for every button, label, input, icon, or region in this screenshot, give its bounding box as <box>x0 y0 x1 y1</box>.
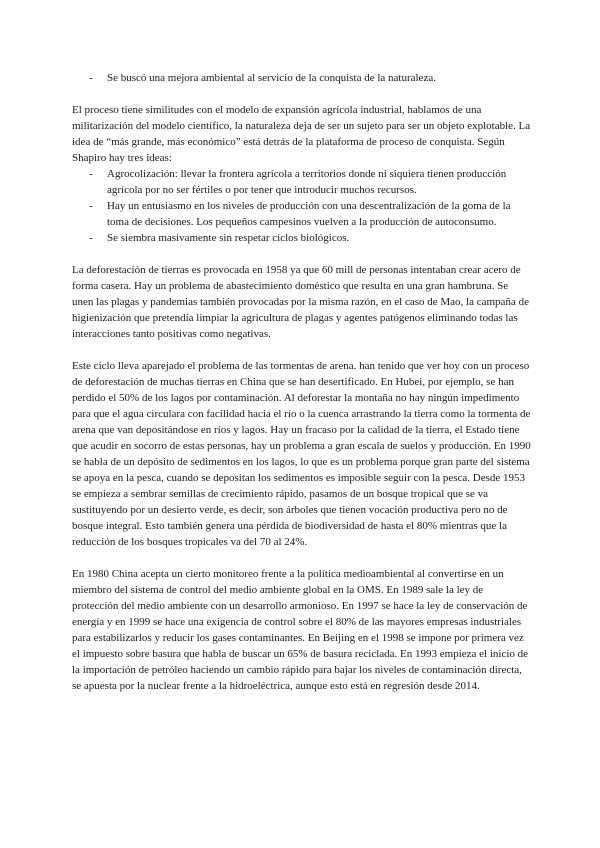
list-item <box>72 198 532 230</box>
document-page <box>72 70 532 694</box>
bullet-marker: - <box>89 168 93 180</box>
bullet-text: Hay un entusiasmo en los niveles de producción con una descentralización de la goma de la toma de decisiones. Los pequeños campesinos vuelven a la producción de autoconsumo. <box>107 200 511 228</box>
paragraph-deforestation: La deforestación de tierras es provocada en 1958 ya que 60 mill de personas intentaban crear acero de forma casera. Hay un problema de abastecimiento doméstico que resulta en una gran hambruna. Se unen las plagas y pandemias también provocadas por la misma razón, en el caso de Mao, la campaña de higienización que pretendía limpiar la agricultura de plagas y agentes patógenos eliminando todas las interacciones tanto positivas como negativas. <box>72 264 529 340</box>
ideas-bullet-list <box>72 166 532 246</box>
bullet-marker: - <box>89 200 93 212</box>
paragraph-environmental-policy: En 1980 China acepta un cierto monitoreo frente a la política medioambiental al convertirse en un miembro del sistema de control del medio ambiente global en la OMS. En 1989 sale la ley de protección del medio ambiente con un desarrollo armonioso. En 1997 se hace la ley de conservación de energía y en 1999 se hace una exigencia de control sobre el 80% de las mayores empresas industriales para estabilizarlos y reducir los gases contaminantes. En Beijing en el 1998 se impone por primera vez el impuesto sobre basura que habla de buscar un 65% de basura reciclada. En 1993 empieza el inicio de la importación de petróleo haciendo un cambio rápido para bajar los niveles de contaminación directa, se apuesta por la nuclear frente a la hidroeléctrica, aunque esto está en regresión desde 2014. <box>72 568 529 692</box>
bullet-marker: - <box>89 72 93 84</box>
list-item <box>72 230 532 246</box>
bullet-text: Se siembra masivamente sin respetar ciclos biológicos. <box>107 232 350 244</box>
paragraph-shapiro: El proceso tiene similitudes con el modelo de expansión agrícola industrial, hablamos de una militarización del modelo científico, la naturaleza deja de ser un sujeto para ser un objeto explotable. La idea de “más grande, más económico” está detrás de la plataforma de proceso de conquista. Según Shapiro hay tres ideas: <box>72 104 531 164</box>
top-bullet-list <box>72 70 532 86</box>
paragraph-sandstorms: Este ciclo lleva aparejado el problema de las tormentas de arena. han tenido que ver hoy con un proceso de deforestación de muchas tierras en China que se han desertificado. En Hubei, por ejemplo, se han perdido el 50% de los lagos por contaminación. Al deforestar la montaña no hay ningún impedimento para que el agua circulara con facilidad hacia el río o la cuenca arrastrando la tierra como la tormenta de arena que van depositándose en ríos y lagos. Hay un fracaso por la calidad de la tierra, el Estado tiene que acudir en socorro de estas personas, hay un problema a gran escala de suelos y producción. En 1990 se habla de un depósito de sedimentos en los lagos, lo que es un problema porque gran parte del sistema se apoya en la pesca, cuando se depositan los sedimentos es imposible seguir con la pesca. Desde 1953 se empieza a sembrar semillas de crecimiento rápido, pasamos de un bosque tropical que se va sustituyendo por un desierto verde, es decir, son árboles que tienen vocación productiva pero no de bosque integral. Esto también genera una pérdida de biodiversidad de hasta el 80% mientras que la reducción de los bosques tropicales va del 70 al 24%. <box>72 360 531 548</box>
list-item <box>72 166 532 198</box>
bullet-text: Agrocolización: llevar la frontera agrícola a territorios donde ni siquiera tienen producción agrícola por no ser fértiles o por tener que introducir muchos recursos. <box>107 168 507 196</box>
bullet-text: Se buscó una mejora ambiental al servicio de la conquista de la naturaleza. <box>107 72 436 84</box>
bullet-marker: - <box>89 232 93 244</box>
list-item <box>72 70 532 86</box>
